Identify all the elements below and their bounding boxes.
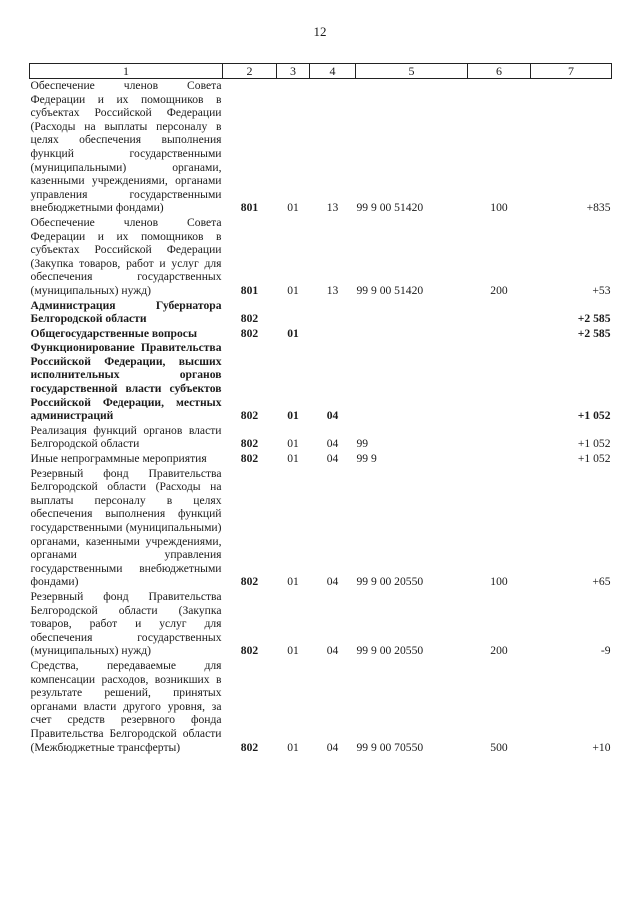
section-code: 01 [287, 575, 299, 589]
target-article-code: 99 9 00 51420 [356, 283, 424, 297]
target-article-code [356, 341, 468, 424]
table-row [30, 659, 612, 755]
page-number: 12 [313, 24, 327, 39]
header-row [30, 64, 612, 79]
section-code: 01 [287, 283, 299, 297]
section-code: 01 [287, 740, 299, 754]
ved-code: 801 [240, 283, 259, 297]
subsection-code: 04 [326, 644, 339, 658]
ved-code: 802 [240, 575, 259, 589]
subsection-code [310, 299, 356, 327]
amount-change: +53 [592, 283, 611, 297]
amount-change: +1 052 [577, 409, 611, 423]
table-row [30, 299, 612, 327]
section-code: 01 [287, 437, 299, 451]
ved-code: 802 [240, 740, 259, 754]
section-code [277, 299, 310, 327]
header-cell: 7 [531, 64, 612, 79]
expense-type-code [468, 341, 531, 424]
section-code: 01 [287, 644, 299, 658]
subsection-code: 13 [326, 201, 339, 215]
subsection-code: 04 [326, 409, 339, 423]
target-article-code: 99 9 00 20550 [356, 644, 424, 658]
expense-type-code: 100 [490, 201, 508, 215]
expense-type-code [468, 327, 531, 342]
amount-change: +2 585 [577, 312, 611, 326]
target-article-code [356, 327, 468, 342]
table-row [30, 424, 612, 452]
target-article-code: 99 [356, 437, 369, 451]
expense-type-code [468, 299, 531, 327]
row-name: Средства, передаваемые для компенсации расходов, возникших в результате решений, принятых органами власти другого уровня, за счет средств резервного фонда Правительства Белгородской области (Межбюджетные трансферты) [30, 658, 222, 754]
expense-type-code [468, 424, 531, 452]
ved-code: 801 [240, 201, 259, 215]
subsection-code: 04 [326, 740, 339, 754]
table-row [30, 590, 612, 659]
row-name: Общегосударственные вопросы [30, 326, 197, 340]
section-code: 01 [287, 326, 299, 340]
row-name: Реализация функций органов власти Белгородской области [30, 423, 222, 451]
amount-change: +65 [592, 575, 611, 589]
target-article-code: 99 9 00 70550 [356, 740, 424, 754]
table-row [30, 216, 612, 299]
header-cell: 1 [30, 64, 223, 79]
table-row [30, 79, 612, 216]
table-row [30, 467, 612, 590]
expense-type-code [468, 452, 531, 467]
subsection-code: 04 [326, 437, 339, 451]
subsection-code: 04 [326, 575, 339, 589]
table-row [30, 341, 612, 424]
ved-code: 802 [240, 409, 259, 423]
header-cell: 6 [468, 64, 531, 79]
ved-code: 802 [240, 312, 259, 326]
row-name: Функционирование Правительства Российской Федерации, высших исполнительных органов государственной власти субъектов Российской Федерации, местных администраций [30, 341, 222, 423]
ved-code: 802 [240, 437, 259, 451]
row-name: Резервный фонд Правительства Белгородской области (Закупка товаров, работ и услуг для обеспечения государственных (муниципальных) нужд) [30, 589, 222, 658]
row-name: Иные непрограммные мероприятия [30, 452, 207, 466]
section-code: 01 [287, 409, 299, 423]
row-name: Резервный фонд Правительства Белгородской области (Расходы на выплаты персоналу в целях обеспечения выполнения функций государственными (муниципальными) органами, казенными учреждениями, органами управления государственными внебюджетными фондами) [30, 466, 222, 589]
table-row [30, 452, 612, 467]
target-article-code: 99 9 00 51420 [356, 201, 424, 215]
amount-change: +1 052 [577, 452, 611, 466]
table-row [30, 327, 612, 342]
expense-type-code: 200 [490, 283, 508, 297]
section-code: 01 [287, 452, 299, 466]
expense-type-code: 200 [490, 644, 508, 658]
header-cell: 3 [277, 64, 310, 79]
table-body [30, 79, 612, 756]
section-code: 01 [287, 201, 299, 215]
expense-type-code: 500 [490, 740, 508, 754]
ved-code: 802 [240, 644, 259, 658]
row-name: Обеспечение членов Совета Федерации и их помощников в субъектах Российской Федерации (Расходы на выплаты персоналу в целях обеспечения выполнения функций государственными (муниципальными) органами, казенными учреждениями, органами управления государственными внебюджетными фондами) [30, 79, 222, 215]
amount-change: +10 [592, 740, 611, 754]
target-article-code: 99 9 [356, 452, 377, 466]
row-name: Обеспечение членов Совета Федерации и их помощников в субъектах Российской Федерации (Закупка товаров, работ и услуг для обеспечения государственных (муниципальных) нужд) [30, 215, 222, 297]
ved-code: 802 [240, 452, 259, 466]
subsection-code: 04 [326, 452, 339, 466]
subsection-code [310, 327, 356, 342]
subsection-code: 13 [326, 283, 339, 297]
amount-change: -9 [600, 644, 611, 658]
header-cell: 4 [310, 64, 356, 79]
amount-change: +2 585 [577, 326, 611, 340]
header-cell: 5 [356, 64, 468, 79]
amount-change: +835 [586, 201, 611, 215]
amount-change: +1 052 [577, 437, 611, 451]
expense-type-code: 100 [490, 575, 508, 589]
row-name: Администрация Губернатора Белгородской области [30, 298, 222, 326]
target-article-code: 99 9 00 20550 [356, 575, 424, 589]
ved-code: 802 [240, 326, 259, 340]
header-cell: 2 [223, 64, 277, 79]
budget-table [29, 63, 612, 755]
target-article-code [356, 299, 468, 327]
